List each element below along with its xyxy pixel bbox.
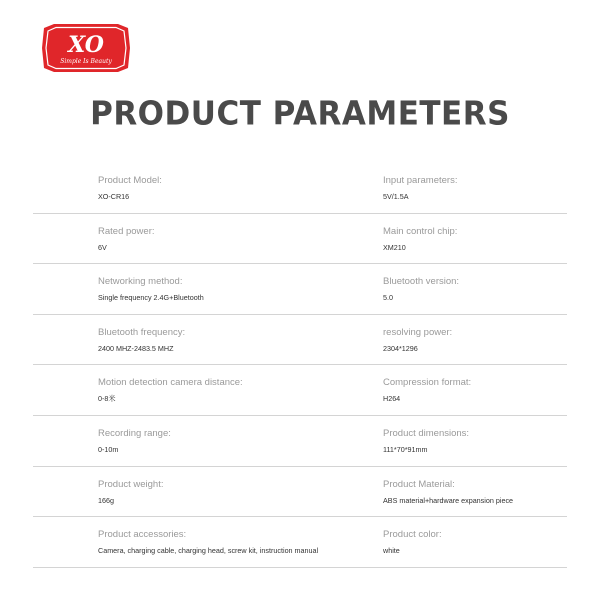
parameter-value: 5V/1.5A [383,192,409,201]
logo-tagline: Simple Is Beauty [60,58,112,65]
parameter-cell-left [98,529,318,556]
parameter-label: Compression format: [383,377,472,389]
parameter-row [33,264,567,315]
parameter-label: Product weight: [98,478,164,490]
parameter-value: Single frequency 2.4G+Bluetooth [98,293,204,303]
parameter-label: Input parameters: [383,175,458,186]
parameter-label: Rated power: [98,225,155,237]
parameter-label: Product Model: [98,175,162,186]
parameter-value: XO-CR16 [98,192,130,201]
parameter-value: 111*70*91mm [383,444,428,454]
parameter-value: white [383,546,400,556]
parameter-label: Bluetooth version: [383,276,460,288]
parameter-cell-left [98,276,204,303]
parameter-label: Product Material: [383,478,455,490]
parameter-label: resolving power: [383,326,453,338]
parameter-cell-left [98,428,171,455]
parameter-cell-right [383,428,469,455]
parameter-cell-left [98,175,162,202]
parameter-cell-right [383,479,513,506]
parameter-cell-right [383,327,452,354]
parameter-row [33,517,567,568]
parameter-label: Bluetooth frequency: [98,326,186,338]
parameter-label: Main control chip: [383,225,458,237]
parameter-row [33,365,567,416]
parameter-value: 5.0 [383,293,393,303]
parameter-value: 2304*1296 [383,343,418,353]
page-title: PRODUCT PARAMETERS [90,95,510,133]
parameter-value: H264 [383,394,401,404]
parameter-label: Product color: [383,529,442,541]
brand-logo [40,22,132,74]
parameters-table [33,163,567,568]
parameter-value: 0-10m [98,444,119,454]
parameter-row [33,163,567,214]
parameter-value: 6V [98,242,107,252]
parameter-cell-left [98,226,155,253]
parameter-cell-left [98,327,185,354]
parameter-label: Recording range: [98,427,171,439]
parameter-value: 0-8米 [98,394,116,404]
xo-logo-icon [40,22,132,74]
parameter-cell-right [383,529,442,556]
parameter-label: Motion detection camera distance: [98,377,243,389]
parameter-row [33,214,567,265]
parameter-value: Camera, charging cable, charging head, screw kit, instruction manual [98,546,319,556]
parameter-value: XM210 [383,242,406,252]
parameter-cell-right [383,377,471,404]
parameter-value: ABS material+hardware expansion piece [383,495,514,505]
parameter-row [33,467,567,518]
parameter-label: Networking method: [98,276,183,288]
parameter-label: Product accessories: [98,529,187,541]
parameter-value: 2400 MHZ-2483.5 MHZ [98,343,174,353]
parameter-row [33,315,567,366]
parameter-cell-right [383,276,459,303]
parameter-cell-left [98,479,163,506]
logo-text: XO [68,32,104,58]
parameter-cell-left [98,377,243,404]
parameter-value: 166g [98,495,114,505]
parameter-row [33,416,567,467]
parameter-cell-right [383,226,457,253]
parameter-cell-right [383,175,457,202]
parameter-label: Product dimensions: [383,427,470,439]
